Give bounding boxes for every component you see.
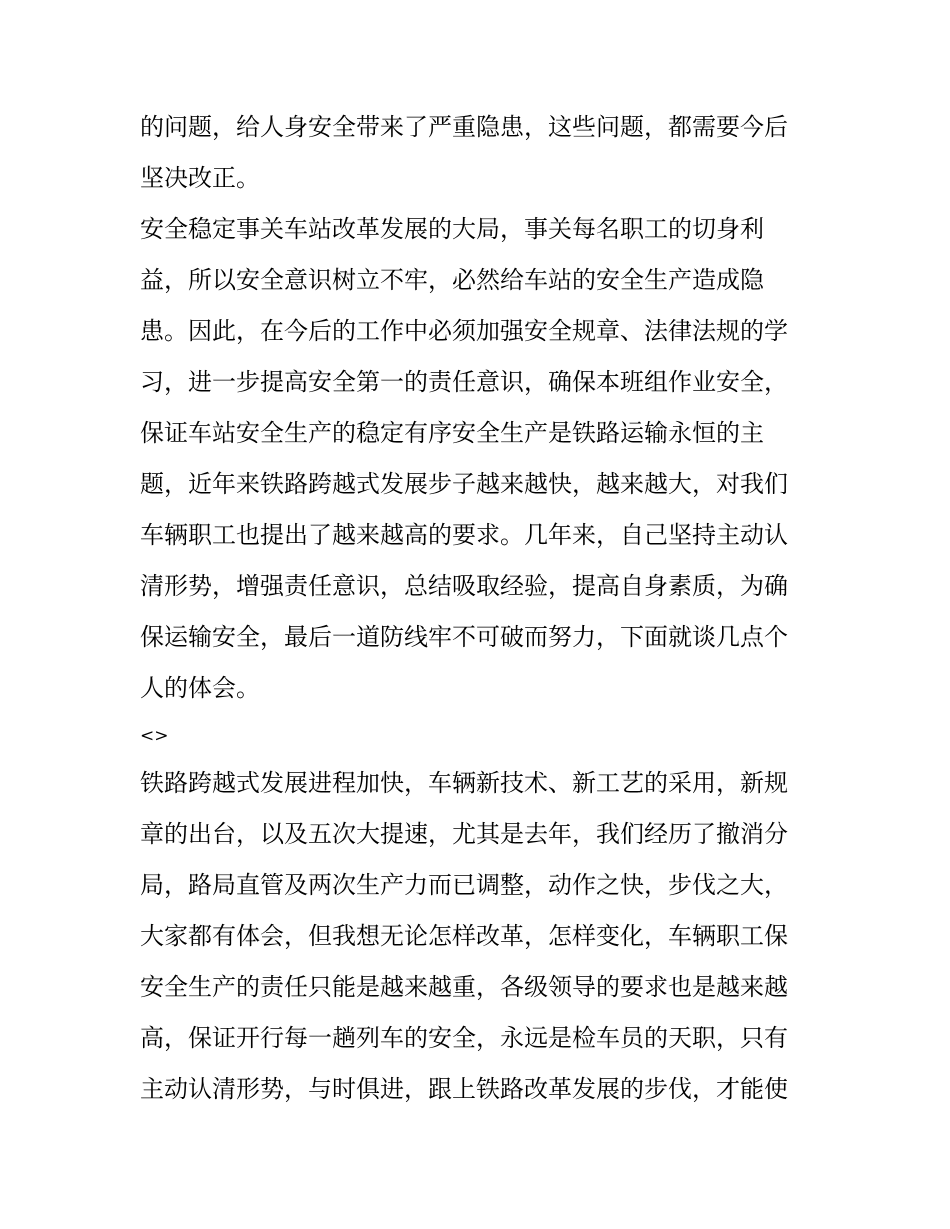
text-line: 高，保证开行每一趟列车的安全，永远是检车员的天职，只有 xyxy=(140,1024,788,1052)
text-line: 习，进一步提高安全第一的责任意识，确保本班组作业安全， xyxy=(140,368,788,396)
text-line: 患。因此，在今后的工作中必须加强安全规章、法律法规的学 xyxy=(140,317,788,345)
text-line: 大家都有体会，但我想无论怎样改革，怎样变化，车辆职工保 xyxy=(140,922,788,950)
text-line: 局，路局直管及两次生产力而已调整，动作之快，步伐之大， xyxy=(140,871,788,899)
text-line: 人的体会。 xyxy=(140,674,260,702)
section-marker-text: <> xyxy=(140,726,169,746)
text-line: 车辆职工也提出了越来越高的要求。几年来，自己坚持主动认 xyxy=(140,521,788,549)
text-line: 铁路跨越式发展进程加快，车辆新技术、新工艺的采用，新规 xyxy=(140,769,788,797)
text-line: 坚决改正。 xyxy=(140,164,260,192)
document-body xyxy=(140,102,820,1115)
paragraph-3 xyxy=(140,758,820,1115)
text-line: 主动认清形势，与时俱进，跟上铁路改革发展的步伐，才能使 xyxy=(140,1075,788,1103)
section-marker xyxy=(140,714,820,758)
text-line: 题，近年来铁路跨越式发展步子越来越快，越来越大，对我们 xyxy=(140,470,788,498)
text-line: 的问题，给人身安全带来了严重隐患，这些问题，都需要今后 xyxy=(140,113,788,141)
text-line: 章的出台，以及五次大提速，尤其是去年，我们经历了撤消分 xyxy=(140,820,788,848)
text-line: 保运输安全，最后一道防线牢不可破而努力，下面就谈几点个 xyxy=(140,623,788,651)
text-line: 清形势，增强责任意识，总结吸取经验，提高自身素质，为确 xyxy=(140,572,788,600)
text-line: 益，所以安全意识树立不牢，必然给车站的安全生产造成隐 xyxy=(140,266,764,294)
paragraph-1 xyxy=(140,102,820,204)
paragraph-2 xyxy=(140,204,820,714)
text-line: 安全稳定事关车站改革发展的大局，事关每名职工的切身利 xyxy=(140,215,764,243)
text-line: 保证车站安全生产的稳定有序安全生产是铁路运输永恒的主 xyxy=(140,419,764,447)
text-line: 安全生产的责任只能是越来越重，各级领导的要求也是越来越 xyxy=(140,973,788,1001)
